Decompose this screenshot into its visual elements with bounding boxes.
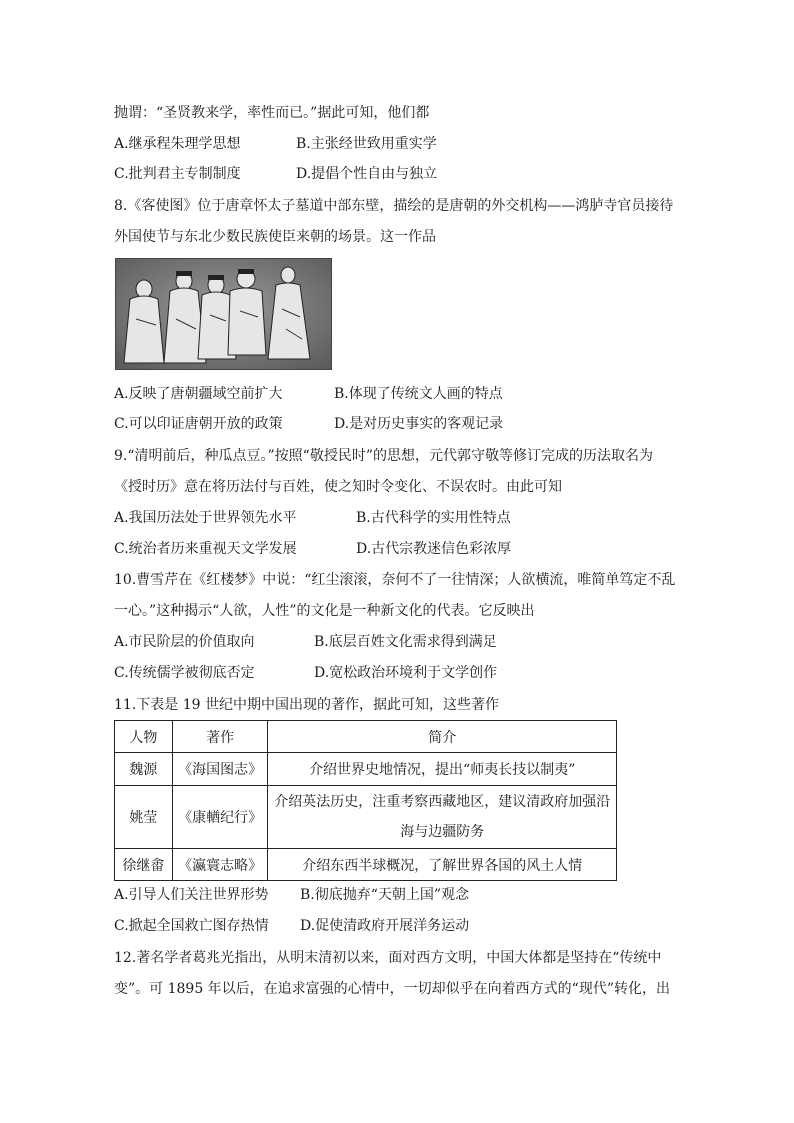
q8-option-c[interactable]: C.可以印证唐朝开放的政策 — [114, 416, 283, 432]
q7-option-d[interactable]: D.提倡个性自由与独立 — [296, 166, 438, 182]
cell-intro — [268, 786, 617, 849]
q8-stem-line1: 8.《客使图》位于唐章怀太子墓道中部东壁，描绘的是唐朝的外交机构——鸿胪寺官员接待 — [114, 198, 674, 214]
table-row — [115, 786, 617, 849]
q12-stem-line2: 变”。可 1895 年以后，在追求富强的心情中，一切却似乎在向着西方式的“现代”转化，出 — [114, 981, 670, 997]
q12-stem-line1: 12.著名学者葛兆光指出，从明末清初以来，面对西方文明，中国大体都是坚持在“传统中 — [114, 950, 662, 966]
q9-option-a[interactable]: A.我国历法处于世界领先水平 — [114, 510, 297, 526]
header-intro: 简介 — [268, 721, 617, 753]
q7-option-b[interactable]: B.主张经世致用重实学 — [296, 136, 437, 152]
q8-option-a[interactable]: A.反映了唐朝疆域空前扩大 — [114, 386, 283, 402]
cell-work: 《海国图志》 — [172, 753, 268, 786]
header-work: 著作 — [172, 721, 268, 753]
q10-option-d[interactable]: D.宽松政治环境利于文学创作 — [314, 665, 498, 681]
q10-option-a[interactable]: A.市民阶层的价值取向 — [114, 634, 255, 650]
q8-mural-image — [115, 258, 332, 370]
cell-person: 魏源 — [115, 753, 173, 786]
q9-stem-line2: 《授时历》意在将历法付与百姓，使之知时令变化、不误农时。由此可知 — [114, 479, 562, 495]
q11-books-table — [114, 720, 617, 881]
q11-option-a[interactable]: A.引导人们关注世界形势 — [114, 887, 269, 903]
q9-option-b[interactable]: B.古代科学的实用性特点 — [356, 510, 511, 526]
q10-option-b[interactable]: B.底层百姓文化需求得到满足 — [314, 634, 497, 650]
q10-stem-line2: 一心。”这种揭示“人欲，人性”的文化是一种新文化的代表。它反映出 — [114, 603, 535, 619]
q8-stem-line2: 外国使节与东北少数民族使臣来朝的场景。这一作品 — [114, 229, 436, 245]
table-header-row — [115, 721, 617, 753]
mural-painting-icon — [116, 259, 331, 369]
table-row — [115, 753, 617, 786]
cell-person: 姚莹 — [115, 786, 173, 849]
q11-option-b[interactable]: B.彻底抛弃“天朝上国”观念 — [300, 887, 470, 903]
q9-option-d[interactable]: D.古代宗教迷信色彩浓厚 — [356, 541, 512, 557]
cell-person: 徐继畬 — [115, 849, 173, 881]
q11-stem: 11.下表是 19 世纪中期中国出现的著作，据此可知，这些著作 — [114, 697, 499, 713]
cell-work: 《康輶纪行》 — [172, 786, 268, 849]
q7-option-a[interactable]: A.继承程朱理学思想 — [114, 136, 241, 152]
q9-option-c[interactable]: C.统治者历来重视天文学发展 — [114, 541, 297, 557]
q8-option-b[interactable]: B.体现了传统文人画的特点 — [334, 386, 503, 402]
q10-stem-line1: 10.曹雪芹在《红楼梦》中说：“红尘滚滚，奈何不了一往情深；人欲横流，唯简单笃定不乱 — [114, 572, 676, 588]
header-person: 人物 — [115, 721, 173, 753]
cell-intro: 介绍东西半球概况，了解世界各国的风土人情 — [268, 849, 617, 881]
cell-intro-line2: 海与边疆防务 — [400, 824, 485, 840]
table-row — [115, 849, 617, 881]
q8-option-d[interactable]: D.是对历史事实的客观记录 — [334, 416, 504, 432]
q11-option-d[interactable]: D.促使清政府开展洋务运动 — [300, 918, 470, 934]
q11-option-c[interactable]: C.掀起全国救亡图存热情 — [114, 918, 269, 934]
q9-stem-line1: 9.“清明前后，种瓜点豆。”按照“敬授民时”的思想，元代郭守敬等修订完成的历法取名为 — [114, 448, 653, 464]
q10-option-c[interactable]: C.传统儒学被彻底否定 — [114, 665, 255, 681]
cell-intro: 介绍世界史地情况，提出“师夷长技以制夷” — [268, 753, 617, 786]
cell-work: 《瀛寰志略》 — [172, 849, 268, 881]
q7-stem-tail: 抛谓：“圣贤教来学，率性而已。”据此可知，他们都 — [114, 105, 430, 121]
q7-option-c[interactable]: C.批判君主专制制度 — [114, 166, 241, 182]
cell-intro-line1: 介绍英法历史，注重考察西藏地区，建议清政府加强沿 — [274, 794, 611, 810]
